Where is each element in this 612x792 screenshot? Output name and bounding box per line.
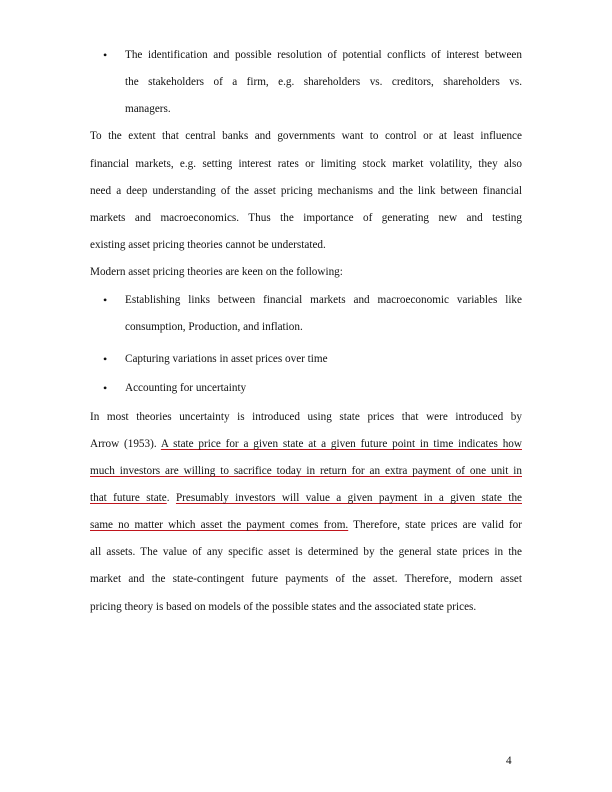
para3-line4: [90, 491, 522, 506]
para1-line2: financial markets, e.g. setting interest rates or limiting stock market volatility, they also: [90, 158, 522, 170]
bullet1-line3: managers.: [125, 103, 171, 115]
underlined-sentence: same no matter which asset the payment comes from.: [90, 519, 349, 531]
bullet2-item1-line2: consumption, Production, and inflation.: [125, 321, 303, 333]
bullet1-line1: The identification and possible resolution of potential conflicts of interest between: [125, 49, 522, 61]
bullet-icon: •: [103, 352, 108, 366]
page-number: 4: [506, 755, 512, 767]
para3-line4-plain: .: [166, 492, 176, 504]
para3-line2-plain: Arrow (1953).: [90, 438, 161, 450]
bullet2-item3-line1: Accounting for uncertainty: [125, 382, 247, 394]
para1-line3: need a deep understanding of the asset pricing mechanisms and the link between financial: [90, 185, 522, 197]
underlined-sentence: Presumably investors will value a given payment in a given state the: [175, 492, 522, 504]
bullet1-line2: the stakeholders of a firm, e.g. shareholders vs. creditors, shareholders vs.: [125, 76, 522, 88]
underlined-sentence: that future state: [90, 492, 167, 504]
bullet-icon: •: [103, 48, 108, 62]
para1-line5: existing asset pricing theories cannot be understated.: [90, 239, 326, 251]
para3-line3: [90, 464, 522, 479]
para3-line8: pricing theory is based on models of the possible states and the associated state prices.: [90, 601, 477, 613]
para2-line1: Modern asset pricing theories are keen on the following:: [90, 266, 343, 278]
bullet2-item2-line1: Capturing variations in asset prices over time: [125, 353, 328, 365]
para3-line1: In most theories uncertainty is introduced using state prices that were introduced by: [90, 411, 522, 423]
underlined-sentence: A state price for a given state at a given future point in time indicates how: [160, 438, 522, 450]
para3-line6: all assets. The value of any specific asset is determined by the general state prices in the: [90, 546, 522, 558]
bullet-icon: •: [103, 381, 108, 395]
para3-line5-plain: Therefore, state prices are valid for: [348, 519, 522, 531]
bullet-icon: •: [103, 293, 108, 307]
para3-line5: [90, 518, 522, 533]
para3-line7: market and the state-contingent future payments of the asset. Therefore, modern asset: [90, 573, 522, 585]
underlined-sentence: much investors are willing to sacrifice today in return for an extra payment of one unit in: [90, 465, 522, 477]
para3-line2: [90, 437, 522, 452]
bullet2-item1-line1: Establishing links between financial markets and macroeconomic variables like: [125, 294, 522, 306]
para1-line1: To the extent that central banks and governments want to control or at least influence: [90, 130, 522, 142]
para1-line4: markets and macroeconomics. Thus the importance of generating new and testing: [90, 212, 522, 224]
